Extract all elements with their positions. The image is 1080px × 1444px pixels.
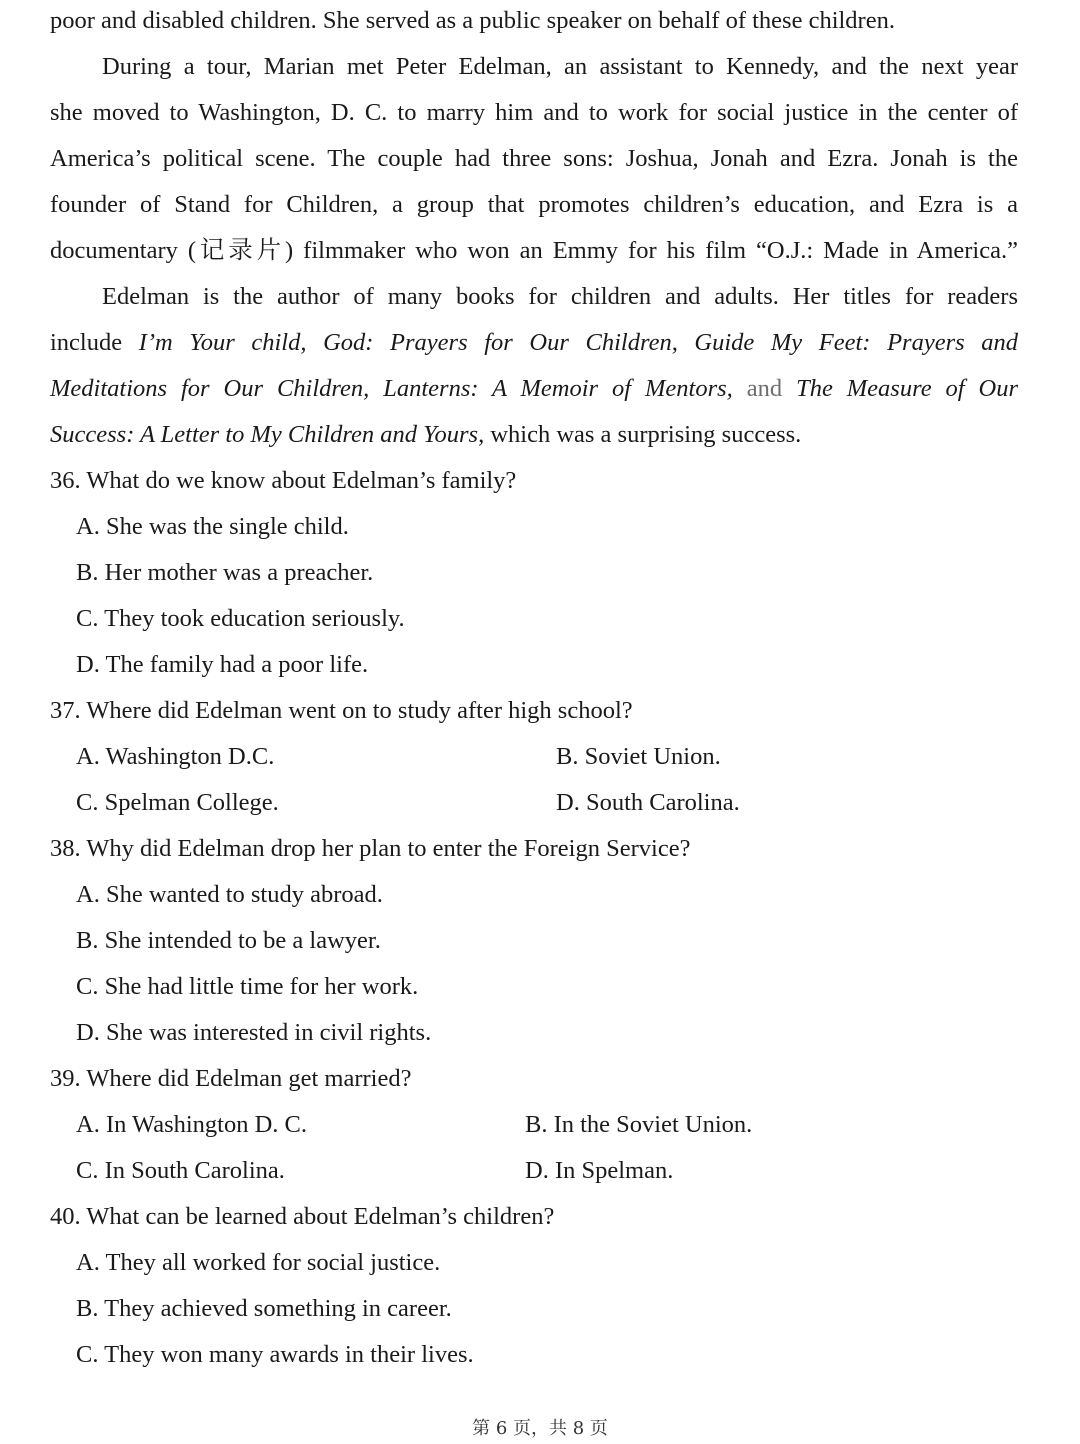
question-36-option-a: A. She was the single child. <box>76 513 349 540</box>
passage-line-3: she moved to Washington, D. C. to marry him and to work for social justice in the center of <box>50 99 1018 126</box>
passage-text: and <box>746 375 783 402</box>
passage-line-8 <box>50 328 1018 358</box>
book-titles: I’m Your child, God: Prayers for Our Children, Guide My Feet: Prayers and <box>138 329 1018 356</box>
passage-line-7: Edelman is the author of many books for children and adults. Her titles for readers <box>102 283 1018 310</box>
question-39-stem: 39. Where did Edelman get married? <box>50 1065 412 1092</box>
page-number-footer: 第 6 页，共 8 页 <box>472 1418 608 1439</box>
question-37-option-d: D. South Carolina. <box>556 789 740 816</box>
question-38-option-c: C. She had little time for her work. <box>76 973 419 1000</box>
question-38-option-b: B. She intended to be a lawyer. <box>76 927 381 954</box>
passage-line-10 <box>50 420 1018 450</box>
question-36-option-d: D. The family had a poor life. <box>76 651 369 678</box>
question-37-option-c: C. Spelman College. <box>76 789 279 816</box>
passage-line-5: founder of Stand for Children, a group that promotes children’s education, and Ezra is a <box>50 191 1018 218</box>
question-38-option-a: A. She wanted to study abroad. <box>76 881 383 908</box>
passage-line-1: poor and disabled children. She served as a public speaker on behalf of these children. <box>50 7 895 34</box>
passage-text: include <box>50 329 123 356</box>
question-38-stem: 38. Why did Edelman drop her plan to enter the Foreign Service? <box>50 835 691 862</box>
passage-line-2: During a tour, Marian met Peter Edelman, an assistant to Kennedy, and the next year <box>102 53 1018 80</box>
question-38-option-d: D. She was interested in civil rights. <box>76 1019 432 1046</box>
question-39-option-c: C. In South Carolina. <box>76 1157 285 1184</box>
question-40-option-b: B. They achieved something in career. <box>76 1295 452 1322</box>
question-37-option-a: A. Washington D.C. <box>76 743 275 770</box>
book-titles: Meditations for Our Children, Lanterns: A Memoir of Mentors, <box>50 375 733 402</box>
book-titles: The Measure of Our <box>796 375 1019 402</box>
question-36-option-c: C. They took education seriously. <box>76 605 405 632</box>
question-40-stem: 40. What can be learned about Edelman’s children? <box>50 1203 555 1230</box>
question-39-option-d: D. In Spelman. <box>525 1157 674 1184</box>
question-36-stem: 36. What do we know about Edelman’s family? <box>50 467 517 494</box>
question-40-option-c: C. They won many awards in their lives. <box>76 1341 474 1368</box>
passage-line-4: America’s political scene. The couple had three sons: Joshua, Jonah and Ezra. Jonah is the <box>50 145 1018 172</box>
question-40-option-a: A. They all worked for social justice. <box>76 1249 441 1276</box>
question-39-option-a: A. In Washington D. C. <box>76 1111 308 1138</box>
passage-text: which was a surprising success. <box>490 421 802 448</box>
question-37-option-b: B. Soviet Union. <box>556 743 721 770</box>
question-37-stem: 37. Where did Edelman went on to study after high school? <box>50 697 633 724</box>
passage-line-6: documentary (记录片) filmmaker who won an Emmy for his film “O.J.: Made in America.” <box>50 237 1018 264</box>
passage-line-9 <box>50 374 1018 404</box>
book-titles: Success: A Letter to My Children and Yours, <box>50 421 485 448</box>
question-39-option-b: B. In the Soviet Union. <box>525 1111 753 1138</box>
question-36-option-b: B. Her mother was a preacher. <box>76 559 374 586</box>
